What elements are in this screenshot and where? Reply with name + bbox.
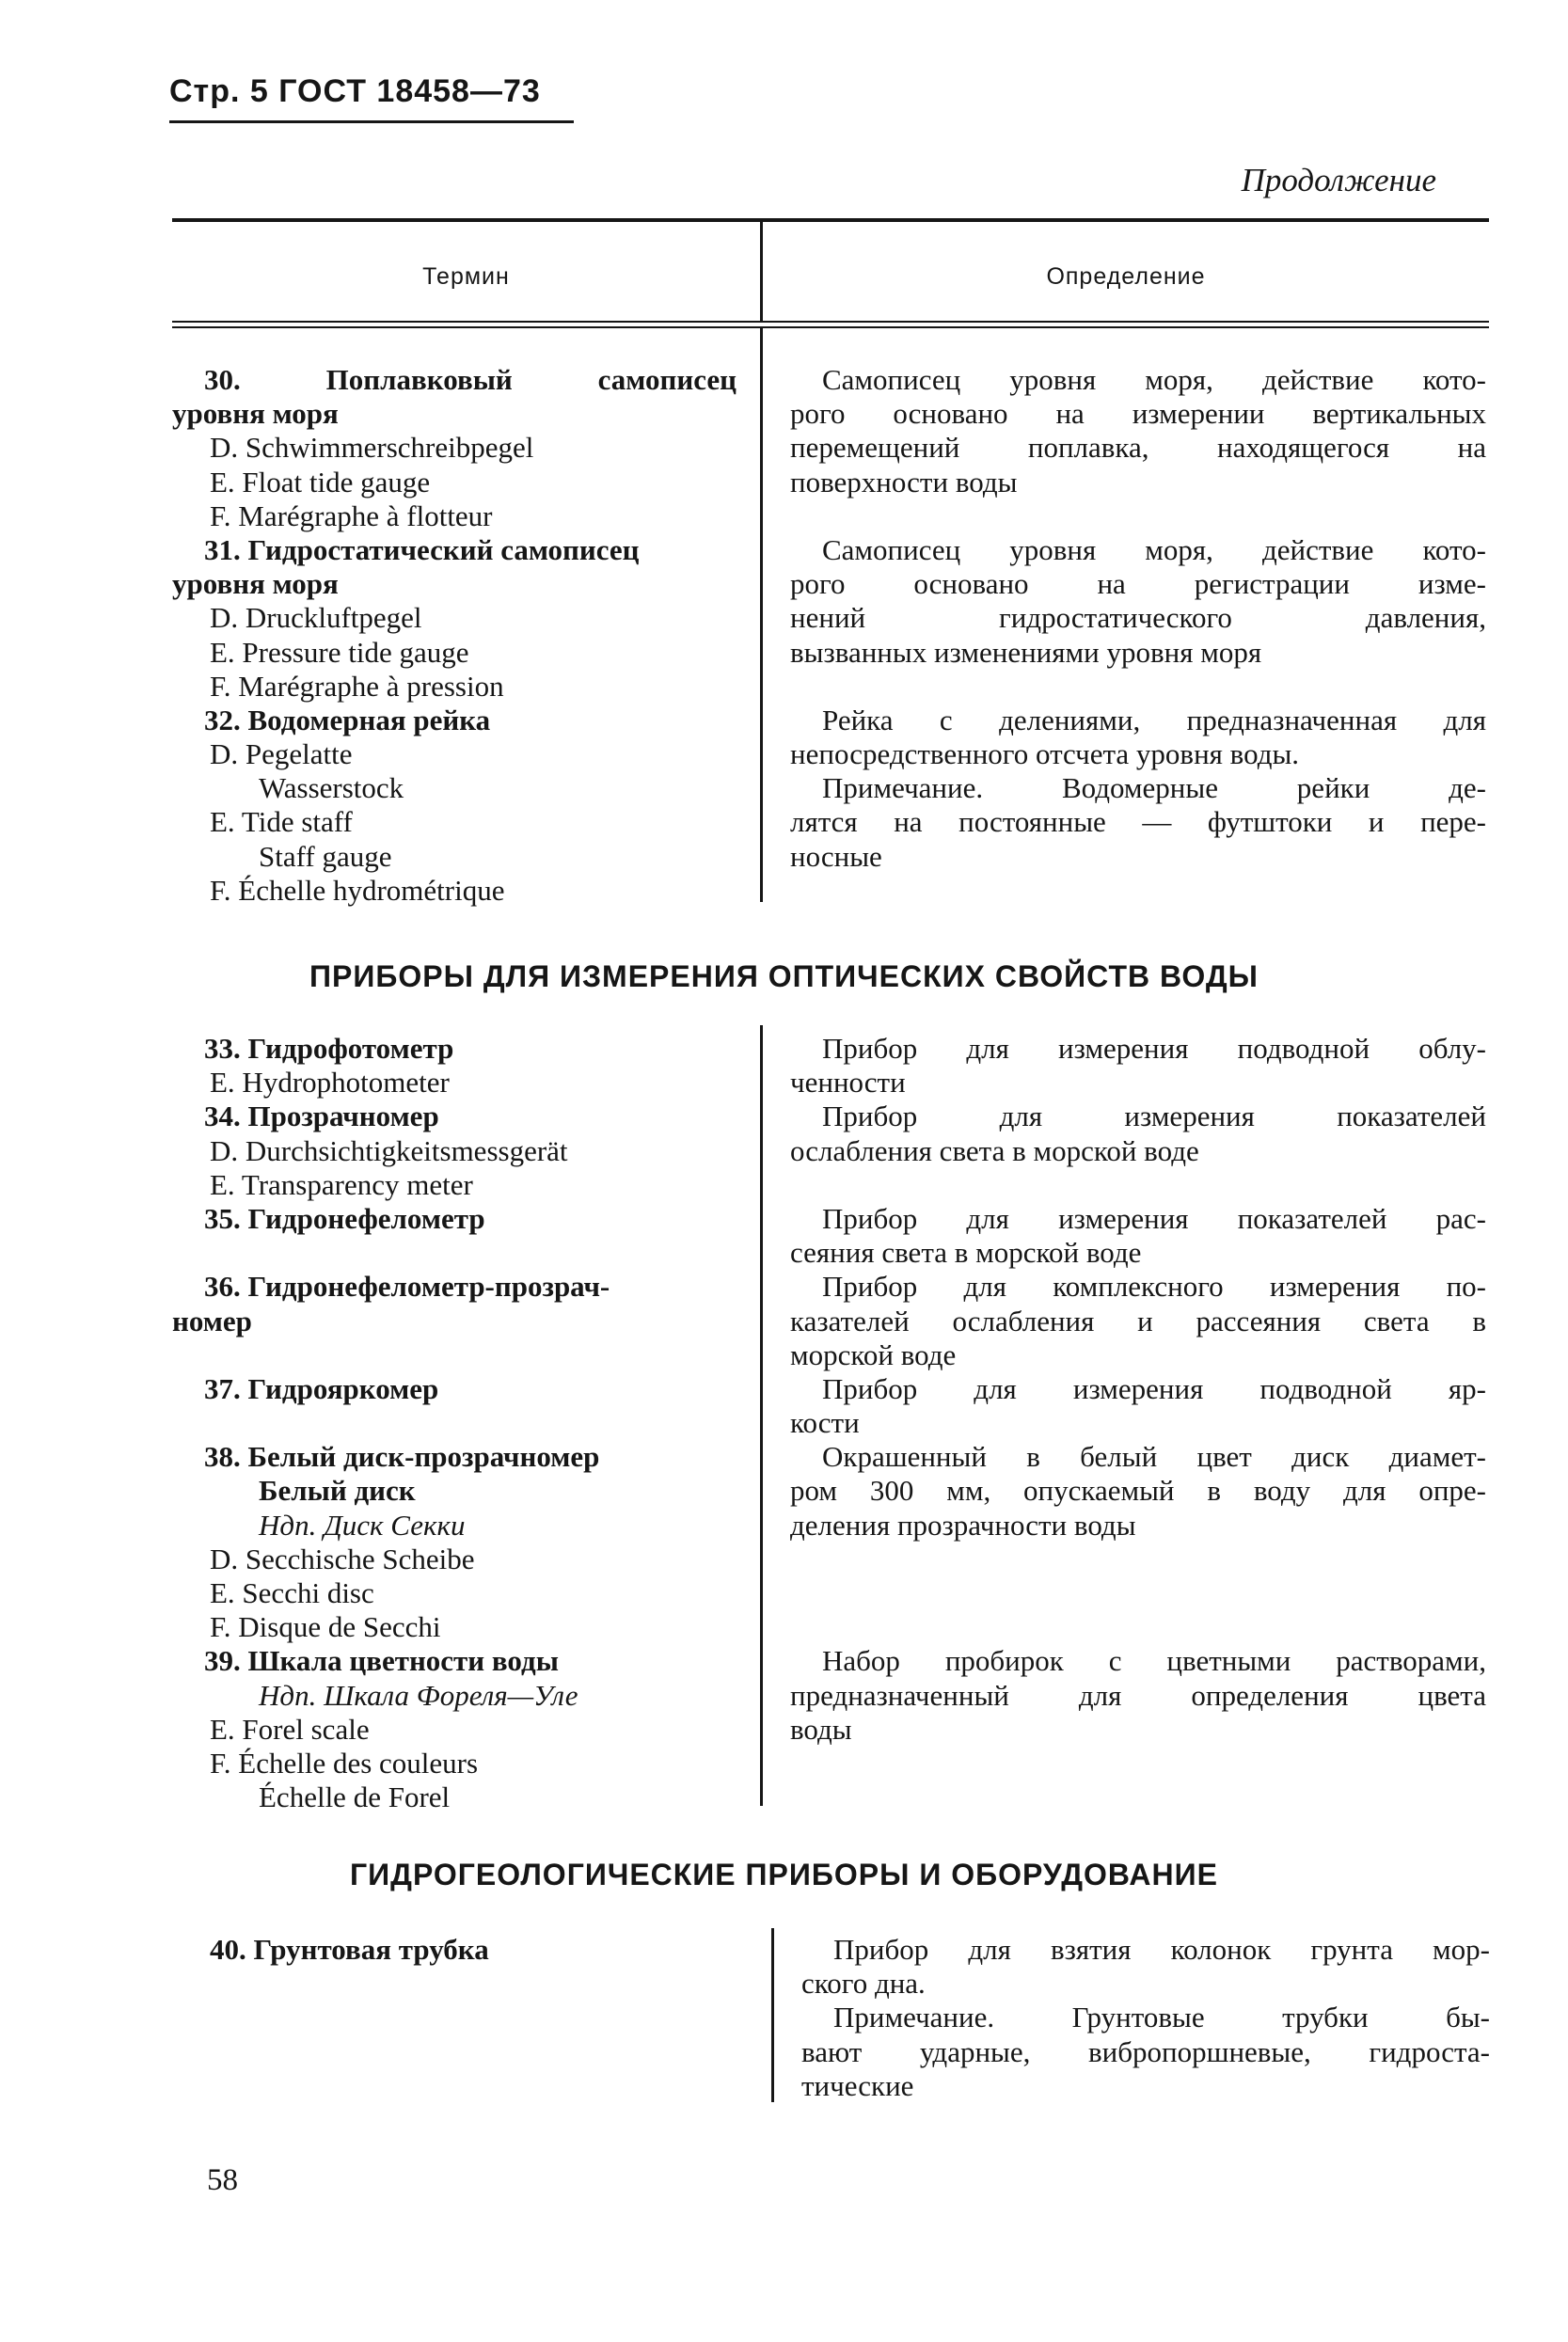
term-translation: D. Druckluftpegel [210, 601, 422, 635]
term-entry: 30. Поплавковый самописец [204, 363, 736, 396]
term-entry: 36. Гидронефелометр-прозрач- [204, 1270, 610, 1304]
term-translation: E. Tide staff [210, 805, 353, 839]
column-header-term: Термин [422, 263, 510, 290]
definition-line: предназначенный для определения цвета [790, 1678, 1486, 1712]
term-entry: 32. Водомерная рейка [204, 703, 491, 736]
definition-line: вают ударные, вибропоршневые, гидроста- [801, 2034, 1490, 2068]
term-entry: 38. Белый диск-прозрачномер [204, 1440, 600, 1474]
term-entry: 35. Гидронефелометр [204, 1201, 485, 1235]
definition-line: тические [801, 2068, 914, 2102]
term-translation: E. Hydrophotometer [210, 1066, 450, 1100]
page-number: 58 [207, 2163, 238, 2197]
term-entry: 40. Грунтовая трубка [210, 1933, 489, 1966]
term-spacer [172, 1406, 736, 1440]
definition-line: ченности [790, 1066, 906, 1100]
continuation-label: Продолжение [1241, 162, 1436, 198]
term-entry: 33. Гидрофотометр [204, 1032, 454, 1065]
definition-line: Самописец уровня моря, действие кото- [822, 532, 1486, 566]
definition-spacer [790, 1576, 1486, 1610]
term-deprecated: Ндп. Шкала Фореля—Уле [259, 1678, 578, 1712]
term-deprecated: Ндп. Диск Секки [259, 1508, 466, 1542]
definition-line: сеяния света в морской воде [790, 1236, 1142, 1270]
table-top-rule [172, 218, 1489, 222]
definition-spacer [790, 499, 1486, 533]
definition-line: ослабления света в морской воде [790, 1133, 1199, 1167]
term-translation: E. Secchi disc [210, 1576, 374, 1609]
definition-line: Набор пробирок с цветными растворами, [822, 1644, 1486, 1678]
definition-spacer [790, 1543, 1486, 1576]
definition-note: Примечание. Водомерные рейки де- [822, 771, 1486, 805]
section-heading: ГИДРОГЕОЛОГИЧЕСКИЕ ПРИБОРЫ И ОБОРУДОВАНИЕ [350, 1858, 1218, 1891]
term-translation: D. Schwimmerschreibpegel [210, 431, 534, 465]
definition-spacer [790, 670, 1486, 704]
term-entry: уровня моря [172, 397, 339, 431]
term-translation: E. Float tide gauge [210, 465, 431, 498]
table-header-rule-2 [172, 326, 1489, 328]
term-translation: D. Pegelatte [210, 737, 353, 771]
definition-line: Самописец уровня моря, действие кото- [822, 363, 1486, 396]
definition-line: ром 300 мм, опускаемый в воду для опре- [790, 1474, 1486, 1508]
definition-line: вызванных изменениями уровня моря [790, 635, 1262, 669]
section-heading: ПРИБОРЫ ДЛЯ ИЗМЕРЕНИЯ ОПТИЧЕСКИХ СВОЙСТВ ВОДЫ [309, 959, 1259, 993]
column-divider [760, 1025, 763, 1806]
term-entry: уровня моря [172, 567, 339, 601]
definition-line: рого основано на регистрации изме- [790, 567, 1486, 601]
definition-line: Прибор для измерения показателей [822, 1100, 1486, 1133]
definition-line: носные [790, 839, 882, 873]
definition-line: кости [790, 1406, 860, 1440]
term-translation: F. Disque de Secchi [210, 1610, 441, 1644]
term-entry: номер [172, 1304, 252, 1337]
definition-line: рого основано на измерении вертикальных [790, 397, 1486, 431]
definition-line: Рейка с делениями, предназначенная для [822, 703, 1486, 736]
definition-line: перемещений поплавка, находящегося на [790, 431, 1486, 465]
definition-spacer [790, 1610, 1486, 1644]
term-translation: E. Forel scale [210, 1712, 370, 1746]
term-translation: E. Pressure tide gauge [210, 635, 469, 669]
term-column [172, 363, 736, 908]
definition-spacer [790, 1168, 1486, 1202]
term-column [172, 1933, 736, 1967]
definition-line: Прибор для взятия колонок грунта мор- [833, 1933, 1490, 1966]
term-translation: F. Échelle hydrométrique [210, 873, 505, 907]
definition-column [790, 1032, 1486, 1747]
definition-line: Окрашенный в белый цвет диск диамет- [822, 1440, 1486, 1474]
term-synonym: Белый диск [259, 1474, 416, 1508]
definition-line: Прибор для комплексного измерения по- [822, 1270, 1486, 1304]
term-translation: Échelle de Forel [259, 1780, 451, 1814]
definition-line: Прибор для измерения подводной яр- [822, 1371, 1486, 1405]
term-translation: F. Marégraphe à flotteur [210, 498, 493, 532]
definition-line: поверхности воды [790, 465, 1018, 498]
table-header-rule-1 [172, 321, 1489, 323]
definition-line: нений гидростатического давления, [790, 601, 1486, 635]
term-translation: Staff gauge [259, 839, 392, 873]
term-translation: E. Transparency meter [210, 1167, 473, 1201]
term-spacer [172, 1236, 736, 1270]
definition-line: Прибор для измерения показателей рас- [822, 1201, 1486, 1235]
term-entry: 31. Гидростатический самописец [204, 532, 640, 566]
column-divider [771, 1928, 774, 2102]
term-translation: D. Durchsichtigkeitsmessgerät [210, 1133, 568, 1167]
definition-line: ского дна. [801, 1967, 926, 2001]
definition-column [801, 1933, 1490, 2103]
term-entry: 34. Прозрачномер [204, 1100, 439, 1133]
column-header-definition: Определение [1046, 263, 1206, 290]
definition-line: лятся на постоянные — футштоки и пере- [790, 805, 1486, 839]
definition-line: воды [790, 1712, 852, 1746]
document-code: Стр. 5 ГОСТ 18458—73 [169, 73, 541, 109]
definition-line: Прибор для измерения подводной облу- [822, 1032, 1486, 1065]
definition-column [790, 363, 1486, 874]
term-translation: F. Échelle des couleurs [210, 1746, 479, 1780]
definition-line: непосредственного отсчета уровня воды. [790, 737, 1300, 771]
term-column [172, 1032, 736, 1814]
header-rule [169, 120, 574, 123]
term-translation: D. Secchische Scheibe [210, 1542, 475, 1575]
column-divider [760, 328, 763, 902]
term-spacer [172, 1338, 736, 1372]
term-entry: 37. Гидрояркомер [204, 1371, 439, 1405]
definition-line: деления прозрачности воды [790, 1508, 1136, 1542]
term-entry: 39. Шкала цветности воды [204, 1644, 559, 1678]
term-translation: Wasserstock [259, 771, 404, 805]
definition-note: Примечание. Грунтовые трубки бы- [833, 2001, 1490, 2034]
term-translation: F. Marégraphe à pression [210, 669, 504, 703]
definition-line: казателей ослабления и рассеяния света в [790, 1304, 1486, 1337]
definition-line: морской воде [790, 1337, 957, 1371]
